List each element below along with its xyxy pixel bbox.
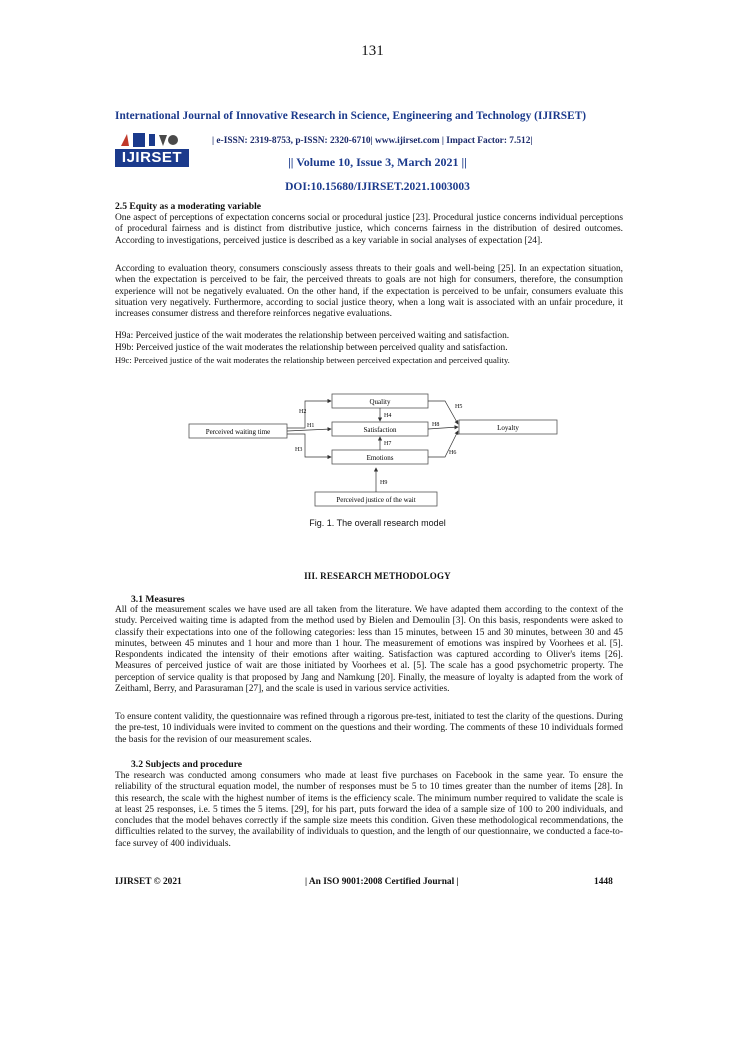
label-h4: H4 (384, 413, 392, 419)
volume-line: || Volume 10, Issue 3, March 2021 || (288, 155, 467, 169)
research-model-figure (185, 388, 565, 510)
label-h6: H6 (449, 450, 457, 456)
label-h8: H8 (432, 422, 440, 428)
quality-label: Quality (369, 398, 391, 406)
measures-paragraph-2: To ensure content validity, the questionnaire was refined through a rigorous pre-test, initiated to test the clarity of the questions. During the pre-test, 10 individuals were invited to comment on the questions and their wording. The comments of these 10 individuals formed the basis for the revision of our measurement scales. (115, 712, 623, 745)
subjects-heading: 3.2 Subjects and procedure (131, 759, 243, 770)
footer-left: IJIRSET © 2021 (115, 877, 182, 887)
emotions-label: Emotions (366, 454, 394, 462)
footer-center: | An ISO 9001:2008 Certified Journal | (305, 877, 459, 887)
doi-line: DOI:10.15680/IJIRSET.2021.1003003 (285, 181, 470, 193)
arrow-h5 (428, 401, 458, 424)
arrow-h3 (287, 434, 331, 457)
measures-heading: 3.1 Measures (131, 594, 185, 605)
section-3-title: III. RESEARCH METHODOLOGY (304, 571, 451, 581)
measures-paragraph-1: All of the measurement scales we have used are all taken from the literature. We have adapted them according to the context of the study. Perceived waiting time is adapted from the method used by Bielen and Demoulin [3]. On this basis, respondents were asked to classify their expectations into one of the following categories: less than 15 minutes, between 15 and 30 minutes, between 30 and 45 minutes, between 45 minutes and 1 hour and more than 1 hour. The measurement of emotions was inspired by Voorhees et al. [5]. Respondents indicated the intensity of their emotions after waiting. Satisfaction was captured according to Oliver's items [26]. Measures of perceived justice of wait are those initiated by Voorhees et al. [5]. The scale has a good psychometric property. The perception of service quality is that proposed by Jang and Namkung [20]. Finally, the measure of loyalty is adapted from the work of Zeithaml, Berry, and Parasuraman [27], and the scale is used in various service activities. (115, 605, 623, 695)
section-2-5-paragraph-1: One aspect of perceptions of expectation concerns social or procedural justice [23]. Procedural justice concerns individual perceptions of procedural fairness and is distinct from distributive justice, which concerns fairness in the distribution of desired outcomes. According to investigations, perceived justice is described as a key variable in social analyses of expectation [24]. (115, 213, 623, 246)
footer-page-number: 1448 (594, 877, 613, 887)
hypothesis-h9a: H9a: Perceived justice of the wait moderates the relationship between perceived waiting and satisfaction. (115, 331, 510, 341)
loyalty-label: Loyalty (497, 424, 519, 432)
journal-title: International Journal of Innovative Research in Science, Engineering and Technology (IJIRSET) (115, 110, 587, 122)
label-h7: H7 (384, 441, 392, 447)
issn-line: | e-ISSN: 2319-8753, p-ISSN: 2320-6710| www.ijirset.com | Impact Factor: 7.512| (212, 136, 533, 146)
hypothesis-h9b: H9b: Perceived justice of the wait moderates the relationship between perceived quality and satisfaction. (115, 343, 508, 353)
label-h2: H2 (299, 409, 307, 415)
logo-text: IJIRSET (121, 149, 183, 166)
arrow-h1 (287, 429, 331, 431)
page-number: 131 (361, 43, 384, 59)
perceived-waiting-time-label: Perceived waiting time (205, 428, 271, 436)
hypothesis-h9c: H9c: Perceived justice of the wait moderates the relationship between perceived expectation and perceived quality. (115, 355, 510, 365)
label-h5: H5 (455, 404, 463, 410)
label-h1: H1 (307, 423, 315, 429)
figure-caption: Fig. 1. The overall research model (309, 518, 446, 528)
section-2-5-paragraph-2: According to evaluation theory, consumers consciously assess threats to their goals and well-being [25]. In an expectation situation, when the expectation is perceived to be fair, the perceived threats to goals are not high for consumers, therefore, the consumption experience will not be negatively evaluated. On the other hand, if the expectation is perceived to be unfair, consumers evaluate this situation very negatively. Furthermore, according to social justice theory, when a long wait is associated with an unfair procedure, it increases consumer distress and therefore reinforces negative evaluations. (115, 264, 623, 320)
justice-label: Perceived justice of the wait (336, 496, 416, 504)
label-h3: H3 (295, 447, 303, 453)
section-2-5-heading: 2.5 Equity as a moderating variable (115, 201, 262, 212)
satisfaction-label: Satisfaction (363, 426, 397, 434)
subjects-paragraph-1: The research was conducted among consumers who made at least five purchases on Facebook in the same year. To ensure the reliability of the structural equation model, the number of responses must be 5 to 10 times greater than the number of items [28]. In this research, the scale with the highest number of items is the efficiency scale. The minimum number required to validate the scale is at least 25 responses, i.e. 5 times the 5 items. [29], for his part, puts forward the idea of a sample size of 100 to 200 individuals, and concludes that the model behaves correctly if the sample size meets this condition. Given these methodological recommendations, the difficulties related to the survey, the availability of individuals to question, and the length of our questionnaire, we conducted a face-to-face survey of 400 individuals. (115, 771, 623, 849)
label-h9: H9 (380, 480, 388, 486)
